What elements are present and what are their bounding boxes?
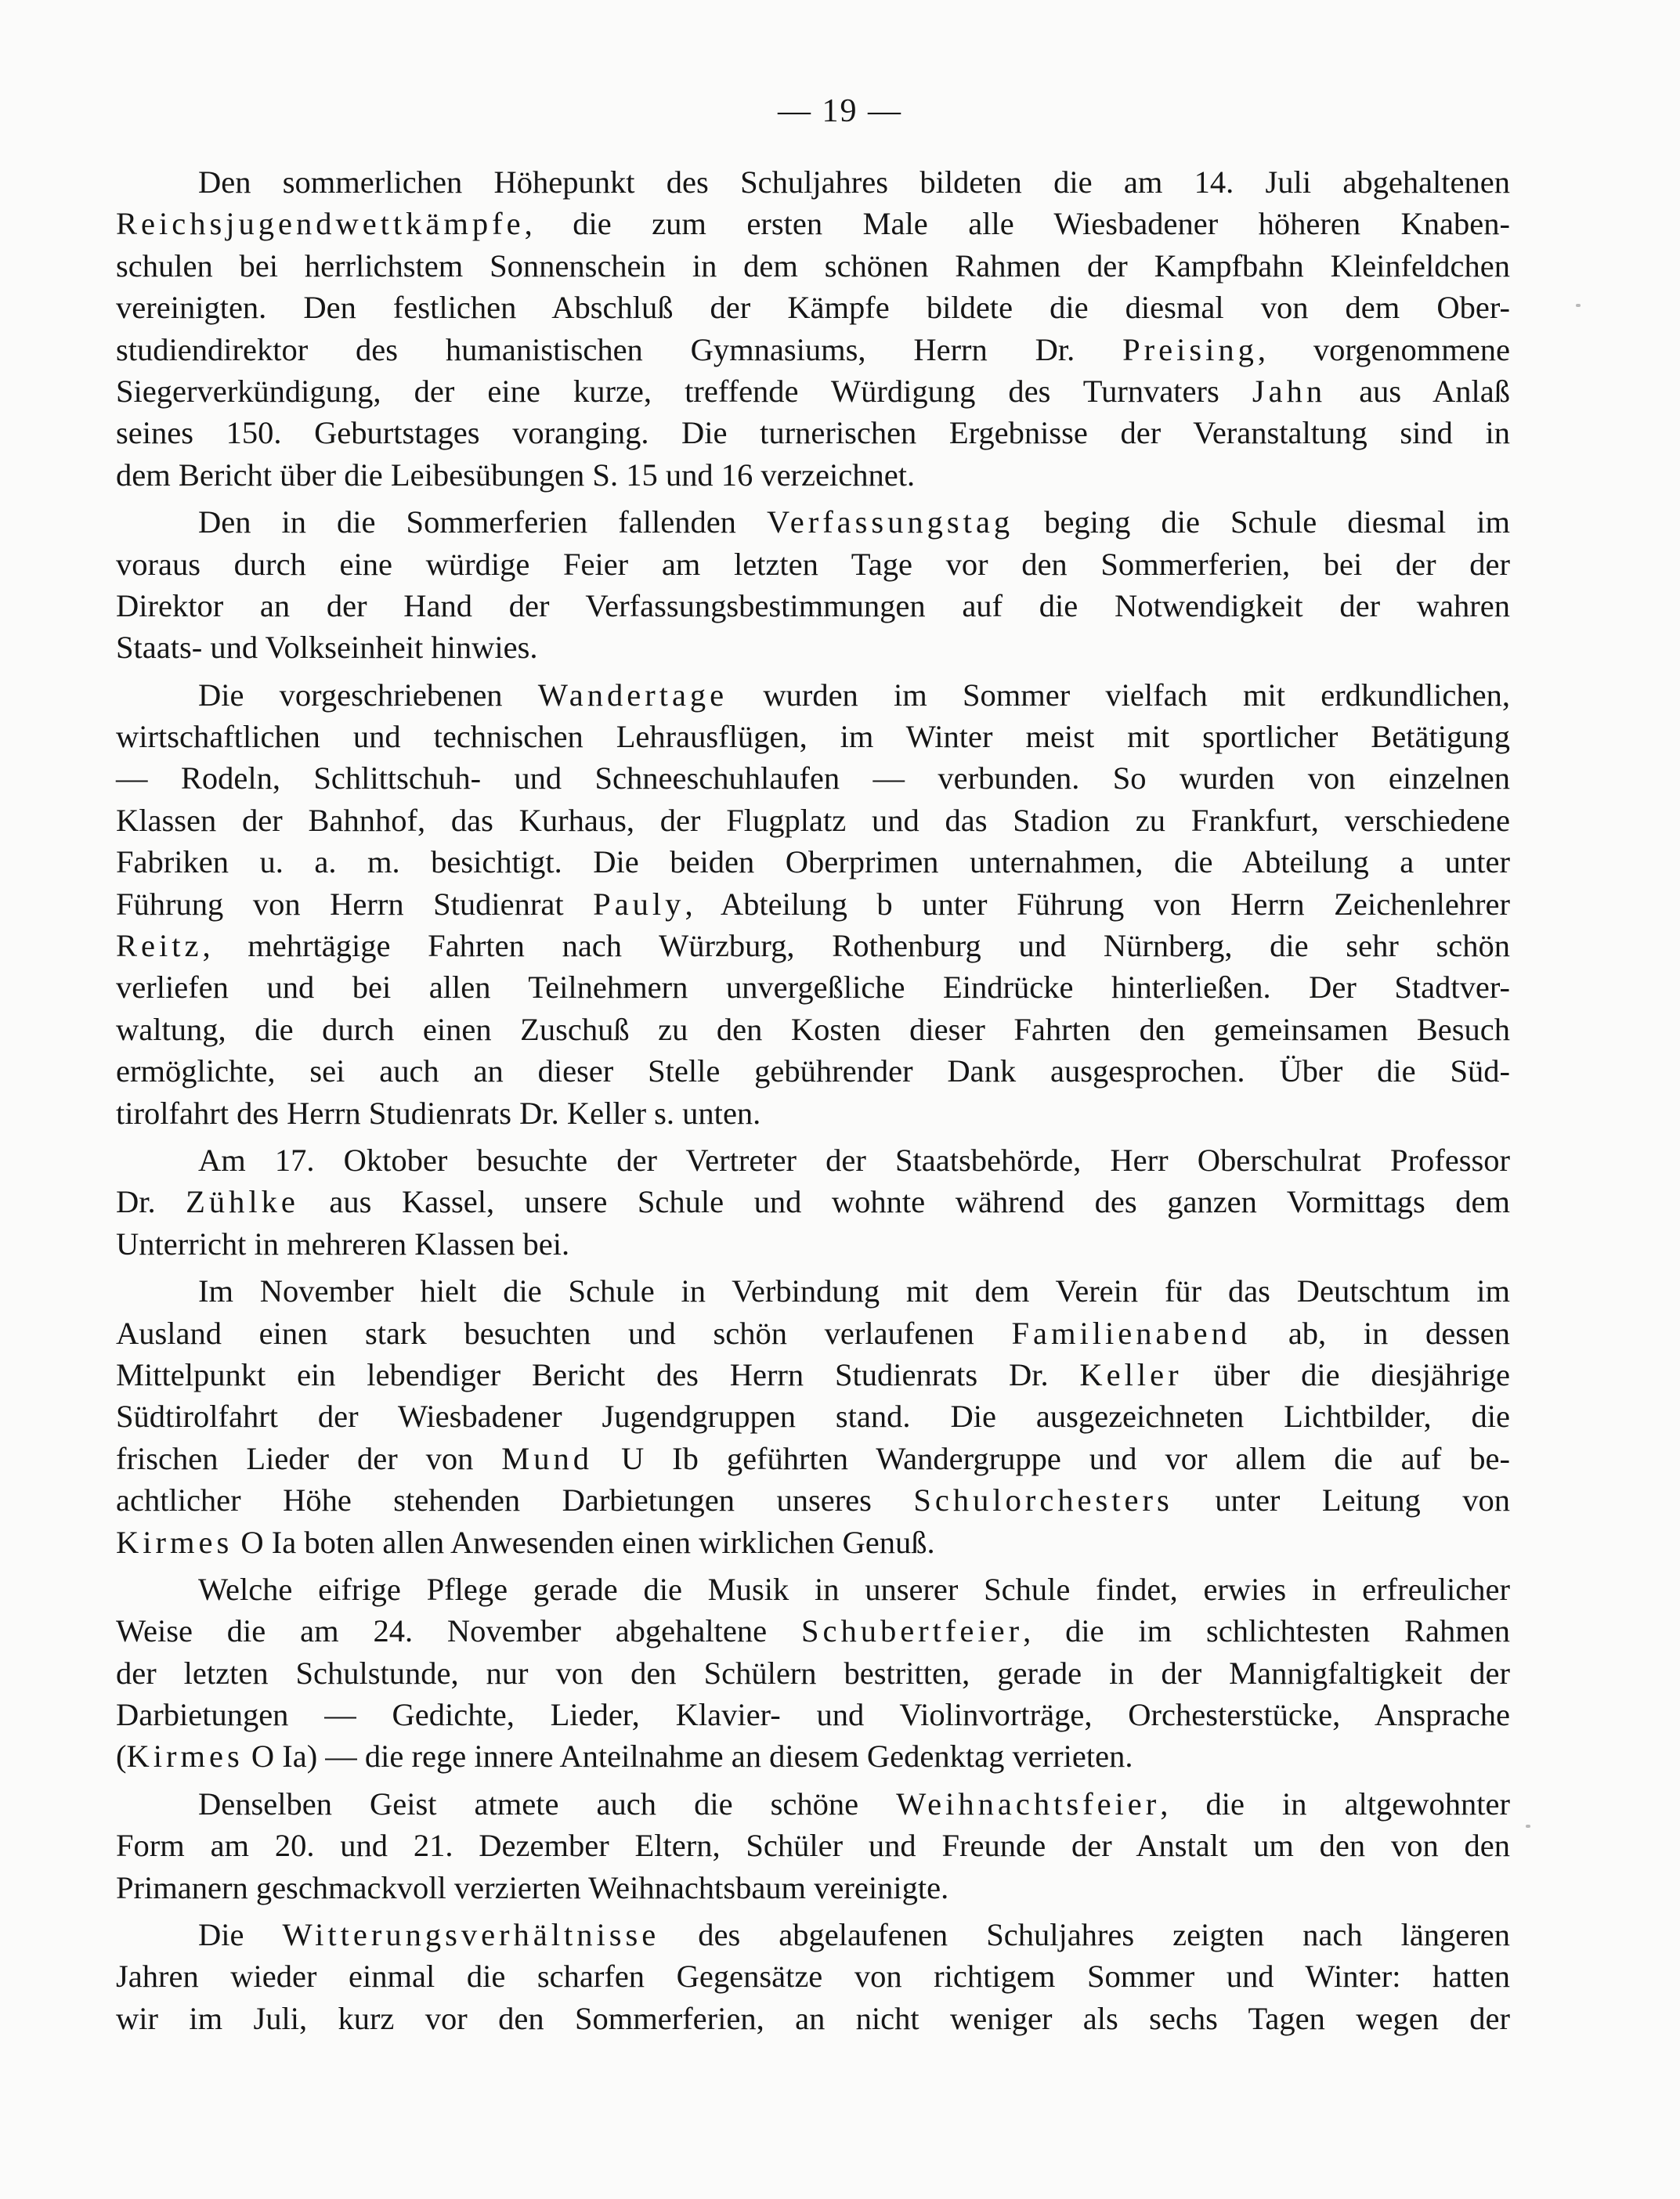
text-line — [116, 1783, 1510, 1825]
text-line — [116, 412, 1510, 453]
text-line — [116, 757, 1510, 799]
text-run: vereinigten. Den festlichen Abschluß der Kämpfe bildete die diesmal von dem Ober- — [116, 290, 1510, 326]
text-line — [116, 329, 1510, 370]
text-run: Unterricht in mehreren Klassen bei. — [116, 1226, 570, 1262]
emphasized-term: Weihnachtsfeier — [896, 1786, 1161, 1822]
text-run: ab, in dessen — [1251, 1315, 1510, 1351]
text-run: Die vorgeschriebenen — [198, 677, 538, 713]
text-run: aus Anlaß — [1326, 373, 1511, 409]
text-run: Denselben Geist atmete auch die schöne — [198, 1786, 897, 1822]
text-run: Südtirolfahrt der Wiesbadener Jugendgruppen stand. Die ausgezeichneten Lichtbilder, die — [116, 1399, 1510, 1435]
text-run: , die im schlichtesten Rahmen — [1023, 1613, 1510, 1649]
emphasized-term: Pauly — [593, 886, 685, 922]
text-run: voraus durch eine würdige Feier am letzten Tage vor den Sommerferien, bei der der — [116, 546, 1510, 582]
text-run: beging die Schule diesmal im — [1013, 504, 1510, 540]
text-line — [116, 1522, 1510, 1563]
paragraph — [116, 501, 1510, 669]
text-line — [116, 454, 1510, 496]
paragraph — [116, 1783, 1510, 1908]
text-run: Im November hielt die Schule in Verbindung mit dem Verein für das Deutschtum im — [198, 1273, 1510, 1309]
text-run: Den sommerlichen Höhepunkt des Schuljahres bildeten die am 14. Juli abgehaltenen — [198, 164, 1510, 200]
text-line — [116, 1914, 1510, 1955]
paragraph — [116, 1914, 1510, 2039]
text-run: waltung, die durch einen Zuschuß zu den Kosten dieser Fahrten den gemeinsamen Besuch — [116, 1011, 1510, 1047]
emphasized-term: Reitz — [116, 928, 203, 964]
text-line — [116, 1694, 1510, 1735]
text-line — [116, 203, 1510, 244]
text-line — [116, 287, 1510, 328]
text-run: , die in altgewohnter — [1160, 1786, 1510, 1822]
paragraph — [116, 161, 1510, 496]
text-run: Führung von Herrn Studienrat — [116, 886, 594, 922]
text-run: achtlicher Höhe stehenden Darbietungen unseres — [116, 1482, 914, 1518]
text-run: Primanern geschmackvoll verzierten Weihnachtsbaum vereinigte. — [116, 1869, 949, 1905]
text-line — [116, 1223, 1510, 1265]
text-line — [116, 1998, 1510, 2039]
text-line — [116, 626, 1510, 668]
text-run: frischen Lieder der von — [116, 1440, 502, 1476]
text-line — [116, 161, 1510, 203]
text-run: , vorgenommene — [1257, 331, 1511, 367]
text-line — [116, 370, 1510, 412]
emphasized-term: Kirmes — [116, 1524, 233, 1560]
text-run: Jahren wieder einmal die scharfen Gegensätze von richtigem Sommer und Winter: hatten — [116, 1959, 1510, 1995]
text-run: Am 17. Oktober besuchte der Vertreter der Staatsbehörde, Herr Oberschulrat Professor — [198, 1142, 1510, 1178]
text-line — [116, 925, 1510, 966]
text-line — [116, 1396, 1510, 1437]
text-line — [116, 1479, 1510, 1521]
emphasized-term: Reichsjugendwettkämpfe — [116, 206, 525, 242]
text-run: der letzten Schulstunde, nur von den Schülern bestritten, gerade in der Mannigfaltigkeit der — [116, 1655, 1510, 1691]
emphasized-term: Witterungsverhältnisse — [282, 1917, 660, 1953]
emphasized-term: Familienabend — [1011, 1315, 1252, 1351]
paragraph — [116, 1569, 1510, 1778]
text-run: , Abteilung b unter Führung von Herrn Zeichenlehrer — [685, 886, 1510, 922]
text-line — [116, 1735, 1510, 1777]
paragraph — [116, 1139, 1510, 1265]
text-run: U Ib geführten Wandergruppe und vor allem die auf be- — [593, 1440, 1510, 1476]
text-line — [116, 1270, 1510, 1312]
text-line — [116, 245, 1510, 287]
text-line — [116, 1652, 1510, 1694]
text-line — [116, 800, 1510, 841]
text-line — [116, 716, 1510, 757]
text-run: wurden im Sommer vielfach mit erdkundlichen, — [728, 677, 1510, 713]
scan-speck — [1526, 1825, 1530, 1828]
text-run: , mehrtägige Fahrten nach Würzburg, Rothenburg und Nürnberg, die sehr schön — [202, 928, 1510, 964]
text-line — [116, 1092, 1510, 1134]
text-run: ermöglichte, sei auch an dieser Stelle gebührender Dank ausgesprochen. Über die Süd- — [116, 1053, 1510, 1089]
text-line — [116, 585, 1510, 626]
text-line — [116, 501, 1510, 543]
text-line — [116, 1867, 1510, 1908]
text-run: schulen bei herrlichstem Sonnenschein in dem schönen Rahmen der Kampfbahn Kleinfeldchen — [116, 247, 1510, 283]
text-line — [116, 883, 1510, 925]
text-run: , die zum ersten Male alle Wiesbadener höheren Knaben- — [524, 206, 1510, 242]
body-text — [116, 161, 1510, 2039]
text-run: Darbietungen — Gedichte, Lieder, Klavier- und Violinvorträge, Orchesterstücke, Ansprache — [116, 1697, 1510, 1733]
text-line — [116, 1569, 1510, 1610]
text-run: tirolfahrt des Herrn Studienrats Dr. Keller s. unten. — [116, 1095, 761, 1131]
text-line — [116, 1955, 1510, 1997]
text-run: Den in die Sommerferien fallenden — [198, 504, 767, 540]
text-line — [116, 1610, 1510, 1652]
text-line — [116, 1313, 1510, 1354]
text-run: wir im Juli, kurz vor den Sommerferien, an nicht weniger als sechs Tagen wegen der — [116, 2000, 1510, 2036]
emphasized-term: Schubertfeier — [800, 1613, 1024, 1649]
text-run: Dr. — [116, 1184, 186, 1220]
text-run: studiendirektor des humanistischen Gymnasiums, Herrn Dr. — [116, 331, 1123, 367]
text-run: Staats- und Volkseinheit hinwies. — [116, 630, 538, 666]
text-run: Fabriken u. a. m. besichtigt. Die beiden Oberprimen unternahmen, die Abteilung a unter — [116, 844, 1510, 880]
text-run: aus Kassel, unsere Schule und wohnte während des ganzen Vormittags dem — [298, 1184, 1510, 1220]
text-run: Siegerverkündigung, der eine kurze, treffende Würdigung des Turnvaters — [116, 373, 1252, 409]
text-run: ( — [116, 1739, 127, 1775]
text-run: Weise die am 24. November abgehaltene — [116, 1613, 801, 1649]
text-line — [116, 1181, 1510, 1222]
text-run: Die — [198, 1917, 283, 1953]
paragraph — [116, 674, 1510, 1134]
emphasized-term: Keller — [1079, 1356, 1183, 1392]
text-run: seines 150. Geburtstages voranging. Die turnerischen Ergebnisse der Veranstaltung sind in — [116, 415, 1510, 451]
text-line — [116, 1438, 1510, 1479]
text-run: Ausland einen stark besuchten und schön verlaufenen — [116, 1315, 1012, 1351]
text-line — [116, 1050, 1510, 1092]
text-line — [116, 966, 1510, 1008]
text-run: — Rodeln, Schlittschuh- und Schneeschuhlaufen — verbunden. So wurden von einzelnen — [116, 760, 1510, 796]
text-run: O Ia) — die rege innere Anteilnahme an diesem Gedenktag verrieten. — [243, 1739, 1133, 1775]
text-run: dem Bericht über die Leibesübungen S. 15 und 16 verzeichnet. — [116, 457, 916, 493]
text-run: Direktor an der Hand der Verfassungsbestimmungen auf die Notwendigkeit der wahren — [116, 587, 1510, 623]
text-run: Klassen der Bahnhof, das Kurhaus, der Flugplatz und das Stadion zu Frankfurt, verschiedene — [116, 802, 1510, 838]
paragraph — [116, 1270, 1510, 1563]
emphasized-term: Schulorchesters — [913, 1482, 1173, 1518]
emphasized-term: Zühlke — [186, 1184, 299, 1220]
page-number: — 19 — — [778, 93, 902, 129]
scan-speck — [1576, 304, 1581, 307]
text-line — [116, 1009, 1510, 1050]
text-run: Mittelpunkt ein lebendiger Bericht des Herrn Studienrats Dr. — [116, 1356, 1080, 1392]
emphasized-term: Jahn — [1252, 373, 1327, 409]
text-run: über die diesjährige — [1182, 1356, 1511, 1392]
emphasized-term: Verfassungstag — [766, 504, 1014, 540]
emphasized-term: Preising — [1122, 331, 1258, 367]
text-run: Form am 20. und 21. Dezember Eltern, Schüler und Freunde der Anstalt um den von den — [116, 1828, 1510, 1864]
text-run: verliefen und bei allen Teilnehmern unvergeßliche Eindrücke hinterließen. Der Stadtver- — [116, 970, 1510, 1006]
text-run: des abgelaufenen Schuljahres zeigten nach längeren — [659, 1917, 1510, 1953]
text-line — [116, 1354, 1510, 1396]
text-run: Welche eifrige Pflege gerade die Musik in unserer Schule findet, erwies in erfreulicher — [198, 1571, 1510, 1607]
text-line — [116, 1825, 1510, 1866]
text-run: unter Leitung von — [1172, 1482, 1510, 1518]
text-line — [116, 841, 1510, 883]
emphasized-term: Mund — [501, 1440, 594, 1476]
text-line — [116, 1139, 1510, 1181]
text-line — [116, 674, 1510, 716]
emphasized-term: Wandertage — [537, 677, 728, 713]
text-run: wirtschaftlichen und technischen Lehrausflügen, im Winter meist mit sportlicher Betätigung — [116, 719, 1510, 755]
text-run: O Ia boten allen Anwesenden einen wirklichen Genuß. — [233, 1524, 935, 1560]
text-line — [116, 543, 1510, 585]
emphasized-term: Kirmes — [126, 1739, 244, 1775]
